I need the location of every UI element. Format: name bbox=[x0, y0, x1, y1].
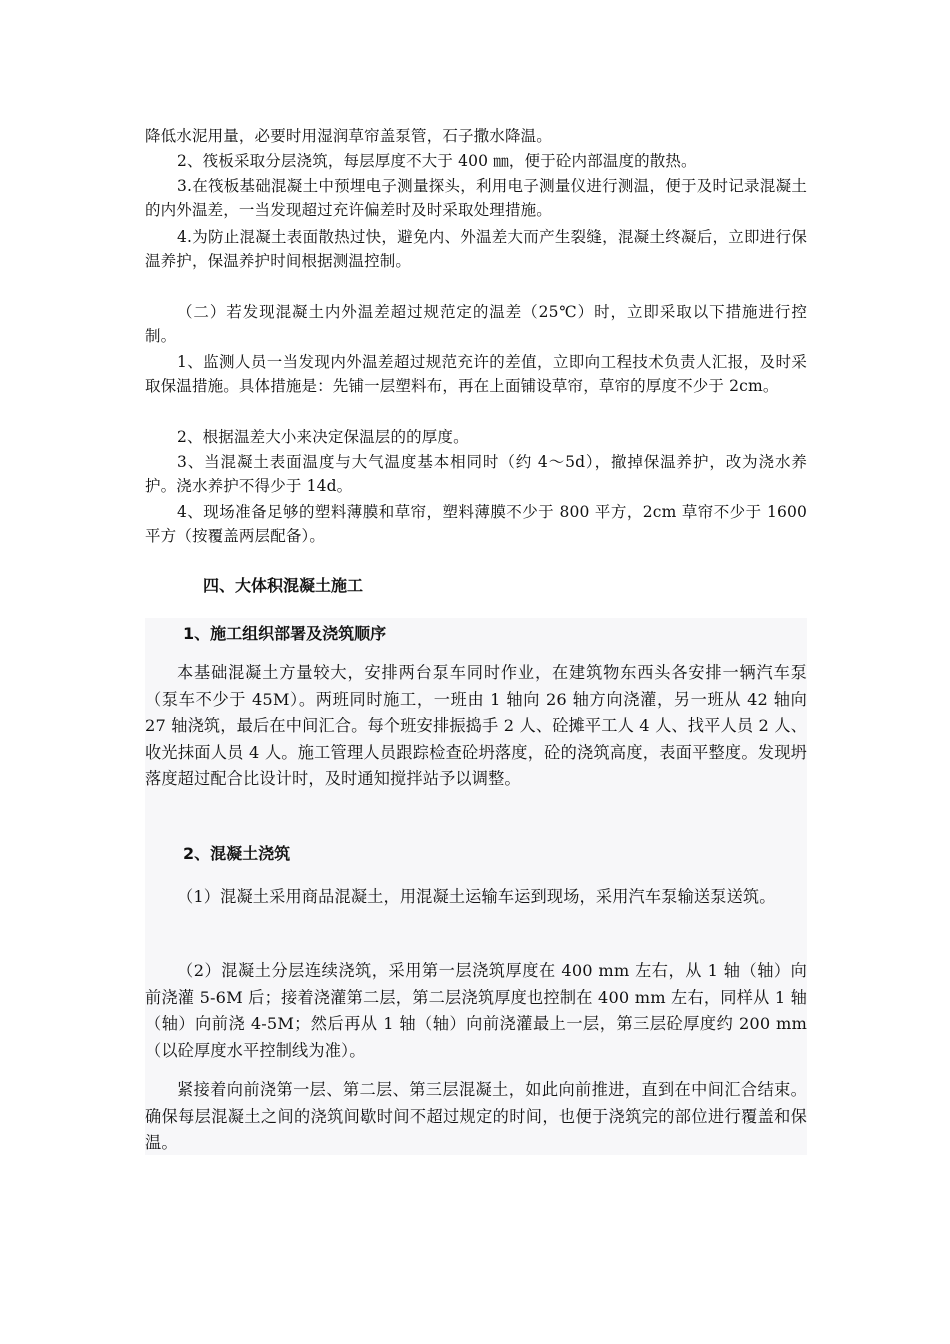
paragraph-organization-body: 本基础混凝土方量较大，安排两台泵车同时作业，在建筑物东西头各安排一辆汽车泵（泵车不少于 45M）。两班同时施工，一班由 1 轴向 26 轴方向浇灌，另一班从 42 轴向 27 轴浇筑，最后在中间汇合。每个班安排振捣手 2 人、砼摊平工人 4 人、找平人员 2 人、收光抹面人员 4 人。施工管理人员跟踪检查砼坍落度，砼的浇筑高度，表面平整度。发现坍落度超过配合比设计时，及时通知搅拌站予以调整。 bbox=[145, 663, 807, 788]
paragraph-insulation-thickness: 2、根据温差大小来决定保温层的的厚度。 bbox=[177, 428, 469, 446]
paragraph-insulation-curing: 4.为防止混凝土表面散热过快，避免内、外温差大而产生裂缝，混凝土终凝后，立即进行保温养护，保温养护时间根据测温控制。 bbox=[145, 228, 807, 270]
paragraph-commercial-concrete: （1）混凝土采用商品混凝土，用混凝土运输车运到现场，采用汽车泵输送泵送筑。 bbox=[177, 887, 776, 906]
section-title-mass-concrete: 四、大体积混凝土施工 bbox=[203, 576, 364, 595]
paragraph-temp-diff-intro: （二）若发现混凝土内外温差超过规范定的温差（25℃）时，立即采取以下措施进行控制。 bbox=[145, 303, 807, 345]
heading-organization-sequence: 1、施工组织部署及浇筑顺序 bbox=[183, 624, 387, 643]
paragraph-water-curing: 3、当混凝土表面温度与大气温度基本相同时（约 4～5d），撤掉保温养护，改为浇水养护。浇水养护不得少于 14d。 bbox=[145, 453, 807, 495]
paragraph-continuation: 降低水泥用量，必要时用湿润草帘盖泵管，石子撒水降温。 bbox=[145, 127, 552, 145]
paragraph-materials-prep: 4、现场准备足够的塑料薄膜和草帘，塑料薄膜不少于 800 平方，2cm 草帘不少于 1600 平方（按覆盖两层配备）。 bbox=[145, 503, 807, 545]
paragraph-monitoring-report: 1、监测人员一当发现内外温差超过规范充许的差值，立即向工程技术负责人汇报，及时采取保温措施。具体措施是：先铺一层塑料布，再在上面铺设草帘，草帘的厚度不少于 2cm。 bbox=[145, 353, 807, 395]
paragraph-advance-pouring: 紧接着向前浇第一层、第二层、第三层混凝土，如此向前推进，直到在中间汇合结束。确保每层混凝土之间的浇筑间歇时间不超过规定的时间，也便于浇筑完的部位进行覆盖和保温。 bbox=[145, 1080, 807, 1152]
paragraph-layered-pouring: 2、筏板采取分层浇筑，每层厚度不大于 400 ㎜，便于砼内部温度的散热。 bbox=[177, 152, 697, 170]
paragraph-layer-sequence: （2）混凝土分层连续浇筑，采用第一层浇筑厚度在 400 mm 左右，从 1 轴（轴）向前浇灌 5-6M 后；接着浇灌第二层，第二层浇筑厚度也控制在 400 mm 左右，同样从 1 轴（轴）向前浇 4-5M；然后再从 1 轴（轴）向前浇灌最上一层，第三层砼厚度约 200 mm（以砼厚度水平控制线为准）。 bbox=[145, 961, 807, 1060]
paragraph-temperature-probes: 3.在筏板基础混凝土中预埋电子测量探头，利用电子测量仪进行测温，便于及时记录混凝土的内外温差，一当发现超过充许偏差时及时采取处理措施。 bbox=[145, 177, 807, 219]
heading-concrete-pouring: 2、混凝土浇筑 bbox=[183, 844, 291, 863]
